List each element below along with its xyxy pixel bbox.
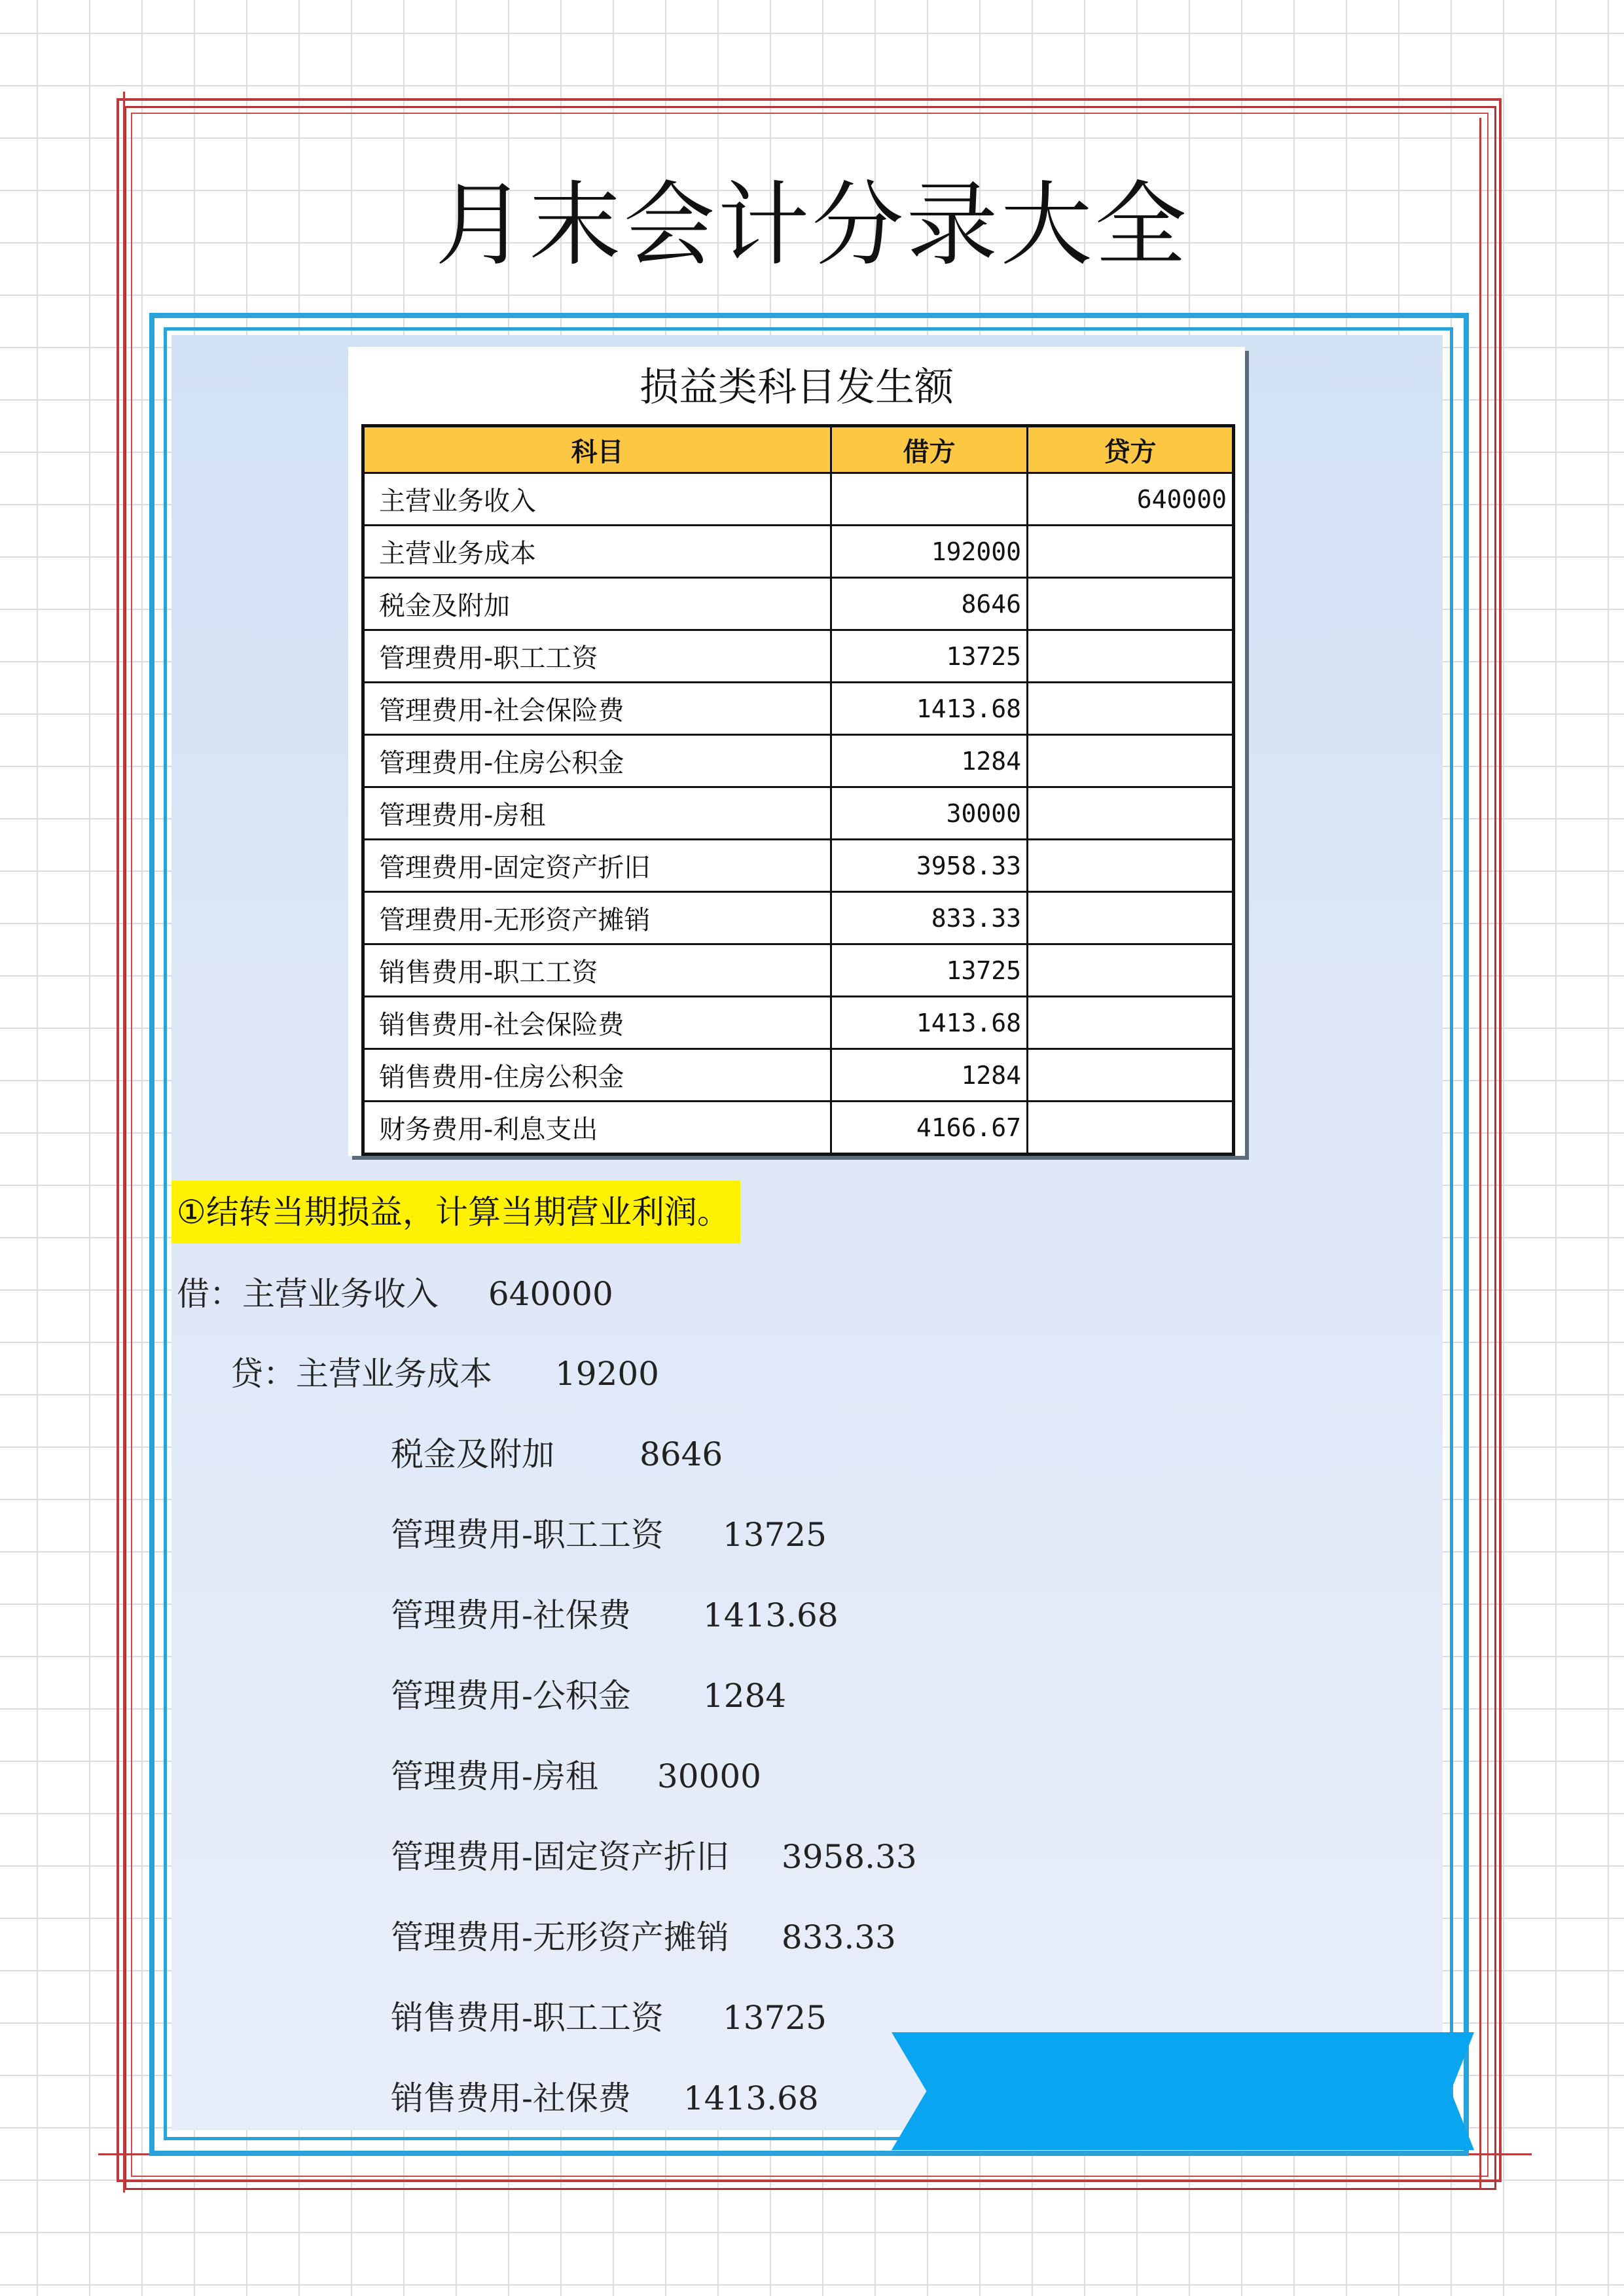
credit-line — [391, 2075, 819, 2121]
credit-line-label: 管理费用-职工工资 — [391, 1516, 664, 1554]
header-debit: 借方 — [831, 426, 1028, 473]
credit-line-amount: 8646 — [640, 1435, 723, 1473]
cell-subject: 管理费用-社会保险费 — [363, 683, 831, 735]
credit-line-label: 销售费用-职工工资 — [391, 1999, 664, 2037]
cell-subject: 管理费用-职工工资 — [363, 630, 831, 683]
credit-line — [391, 1995, 827, 2041]
ledger-table-card — [348, 347, 1245, 1156]
credit-line — [391, 1512, 827, 1558]
cell-credit — [1028, 944, 1234, 997]
debit-entry-label: 借：主营业务收入 — [177, 1275, 439, 1313]
credit-line-amount: 3958.33 — [781, 1838, 917, 1876]
cell-subject: 财务费用-利息支出 — [363, 1102, 831, 1155]
cell-debit: 1284 — [831, 1049, 1028, 1102]
credit-line-label: 管理费用-无形资产摊销 — [391, 1918, 729, 1956]
ribbon-banner — [892, 2032, 1474, 2150]
table-row — [363, 473, 1234, 526]
cell-debit: 8646 — [831, 578, 1028, 630]
table-row — [363, 630, 1234, 683]
table-row — [363, 683, 1234, 735]
header-subject: 科目 — [363, 426, 831, 473]
credit-line — [391, 1834, 917, 1880]
table-title: 损益类科目发生额 — [640, 365, 954, 410]
cell-debit: 13725 — [831, 944, 1028, 997]
credit-line-amount: 30000 — [657, 1757, 761, 1795]
cell-credit: 640000 — [1028, 473, 1234, 526]
ledger-table — [361, 424, 1235, 1156]
cell-credit — [1028, 892, 1234, 944]
note-heading: ①结转当期损益，计算当期营业利润。 — [171, 1181, 740, 1244]
cell-credit — [1028, 735, 1234, 787]
credit-line-amount: 1413.68 — [702, 1596, 839, 1634]
credit-entry-label: 贷：主营业务成本 — [230, 1355, 492, 1393]
table-row — [363, 892, 1234, 944]
cell-debit: 4166.67 — [831, 1102, 1028, 1155]
cell-debit: 3958.33 — [831, 840, 1028, 892]
table-row — [363, 578, 1234, 630]
credit-line — [391, 1592, 839, 1638]
cell-subject: 管理费用-固定资产折旧 — [363, 840, 831, 892]
credit-line-label: 管理费用-房租 — [391, 1757, 598, 1795]
cell-subject: 销售费用-住房公积金 — [363, 1049, 831, 1102]
cell-credit — [1028, 1102, 1234, 1155]
cell-debit: 13725 — [831, 630, 1028, 683]
credit-line — [391, 1753, 761, 1799]
credit-line — [391, 1673, 786, 1719]
cell-subject: 主营业务成本 — [363, 526, 831, 578]
cell-subject: 销售费用-职工工资 — [363, 944, 831, 997]
credit-line-amount: 13725 — [722, 1516, 827, 1554]
cell-subject: 管理费用-房租 — [363, 787, 831, 840]
credit-entry-amount: 19200 — [554, 1355, 659, 1393]
cell-subject: 销售费用-社会保险费 — [363, 997, 831, 1049]
table-row — [363, 997, 1234, 1049]
credit-line-label: 管理费用-固定资产折旧 — [391, 1838, 729, 1876]
cell-debit: 1413.68 — [831, 997, 1028, 1049]
cell-debit: 192000 — [831, 526, 1028, 578]
cell-credit — [1028, 1049, 1234, 1102]
credit-line-label: 销售费用-社保费 — [391, 2079, 631, 2117]
credit-line-label: 管理费用-公积金 — [391, 1677, 631, 1715]
credit-line-label: 管理费用-社保费 — [391, 1596, 631, 1634]
debit-entry — [177, 1271, 613, 1317]
cell-credit — [1028, 578, 1234, 630]
credit-line-amount: 833.33 — [781, 1918, 896, 1956]
header-credit: 贷方 — [1028, 426, 1234, 473]
credit-line-label: 税金及附加 — [391, 1435, 554, 1473]
table-row — [363, 526, 1234, 578]
cell-debit: 1284 — [831, 735, 1028, 787]
cell-debit: 30000 — [831, 787, 1028, 840]
frame-overshoot-line — [123, 92, 125, 2193]
cell-credit — [1028, 997, 1234, 1049]
table-row — [363, 735, 1234, 787]
cell-subject: 主营业务收入 — [363, 473, 831, 526]
table-row — [363, 787, 1234, 840]
page-title: 月末会计分录大全 — [435, 172, 1189, 279]
table-row — [363, 1049, 1234, 1102]
table-header-row — [363, 426, 1234, 473]
cell-credit — [1028, 683, 1234, 735]
credit-line — [391, 1431, 723, 1477]
cell-subject: 税金及附加 — [363, 578, 831, 630]
cell-debit — [831, 473, 1028, 526]
debit-entry-amount: 640000 — [488, 1275, 613, 1313]
credit-line-amount: 1413.68 — [683, 2079, 819, 2117]
credit-entry-first — [230, 1351, 659, 1397]
cell-credit — [1028, 787, 1234, 840]
cell-debit: 1413.68 — [831, 683, 1028, 735]
cell-debit: 833.33 — [831, 892, 1028, 944]
content-panel — [171, 335, 1443, 2130]
table-row — [363, 840, 1234, 892]
cell-credit — [1028, 526, 1234, 578]
table-row — [363, 1102, 1234, 1155]
cell-credit — [1028, 630, 1234, 683]
credit-line-amount: 1284 — [702, 1677, 787, 1715]
cell-credit — [1028, 840, 1234, 892]
cell-subject: 管理费用-住房公积金 — [363, 735, 831, 787]
cell-subject: 管理费用-无形资产摊销 — [363, 892, 831, 944]
credit-line-amount: 13725 — [722, 1999, 827, 2037]
table-row — [363, 944, 1234, 997]
credit-line — [391, 1914, 896, 1960]
frame-overshoot-line — [1479, 118, 1481, 2189]
